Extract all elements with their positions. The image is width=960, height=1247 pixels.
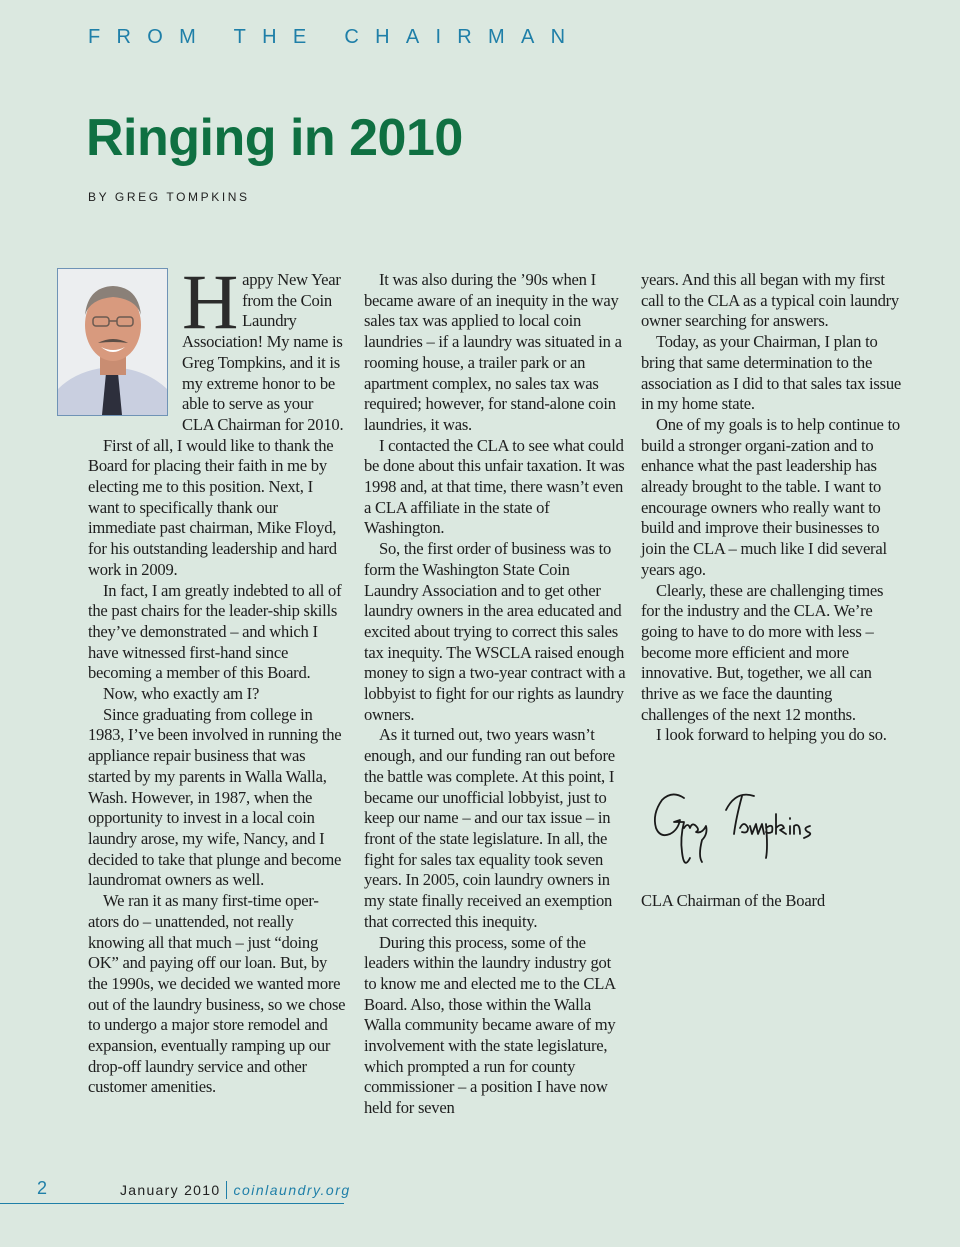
paragraph: Today, as your Chairman, I plan to bring that same determination to the association as I did to that sales tax issue in my home state. (641, 332, 901, 414)
paragraph: years. And this all began with my first call to the CLA as a typical coin laundry owner searching for answers. (641, 270, 899, 331)
paragraph: I look forward to helping you do so. (656, 725, 887, 745)
paragraph: As it turned out, two years wasn’t enough, and our funding ran out before the battle was complete. At this point, I became our unofficial lobbyist, just to keep our name – and our tax issue – in front of the state legislature. In all, the fight for sales tax equality took seven years. In 2005, coin laundry owners in my state finally received an exemption that corrected this inequity. (364, 725, 615, 931)
drop-cap: H (182, 258, 239, 345)
section-kicker: FROM THE CHAIRMAN (88, 26, 582, 48)
paragraph: Happy New Year from the Coin Laundry Association! My name is Greg Tompkins, and it is my extreme honor to be able to serve as your CLA Chairman for 2010. (182, 258, 344, 434)
paragraph: I contacted the CLA to see what could be done about this unfair taxation. It was 1998 and, at that time, there wasn’t even a CLA affiliate in the state of Washington. (364, 435, 625, 538)
article-column-1 (88, 258, 348, 1098)
paragraph: One of my goals is to help continue to build a stronger organi-zation and to enhance what the past leadership has already brought to the table. I want to encourage owners who really want to build and improve their businesses to join the CLA – much like I did several years ago. (641, 414, 900, 579)
footer-rule (0, 1203, 344, 1204)
footer-divider (226, 1181, 227, 1199)
paragraph: During this process, some of the leaders within the laundry industry got to know me and elected me to the CLA Board. Also, those within the Walla Walla community became aware of my involvement with the state legislature, which prompted a run for county commissioner – a position I have now held for seven (364, 932, 616, 1118)
article-title: Ringing in 2010 (86, 109, 463, 167)
page-number: 2 (37, 1178, 48, 1198)
footer-line (120, 1181, 351, 1199)
website-link[interactable]: coinlaundry.org (233, 1182, 351, 1198)
paragraph: In fact, I am greatly indebted to all of the past chairs for the leader-ship skills they’ve demonstrated – and which I have witnessed first-hand since becoming a member of this Board. (88, 580, 342, 683)
paragraph: We ran it as many first-time oper-ators do – unattended, not really knowing all that much – just “doing OK” and paying off our loan. But, by the 1990s, we decided we wanted more out of the laundry business, so we chose to undergo a major store remodel and expansion, eventually ramping up our drop-off laundry service and other customer amenities. (88, 891, 346, 1097)
article-column-2 (364, 270, 626, 1119)
issue-date: January 2010 (120, 1182, 221, 1198)
article-byline: BY GREG TOMPKINS (88, 190, 250, 204)
handwritten-signature (644, 778, 844, 878)
signature-caption: CLA Chairman of the Board (641, 891, 825, 910)
photo-wrap-spacer (88, 270, 182, 435)
paragraph: Clearly, these are challenging times for the industry and the CLA. We’re going to have to do more with less – become more efficient and more innovative. But, together, we all can thrive as we face the daunting challenges of the next 12 months. (641, 580, 884, 724)
paragraph: It was also during the ’90s when I became aware of an inequity in the way sales tax was applied to local coin laundries – if a laundry was situated in a rooming house, a trailer park or an apartment complex, no sales tax was required; however, for stand-alone coin laundries, it was. (364, 270, 622, 434)
paragraph: First of all, I would like to thank the Board for placing their faith in me by electing me to this position. Next, I want to specifically thank our immediate past chairman, Mike Floyd, for his outstanding leadership and hard work in 2009. (88, 435, 337, 579)
paragraph: Now, who exactly am I? (103, 684, 260, 704)
paragraph: So, the first order of business was to form the Washington State Coin Laundry Association and to get other laundry owners in the area educated and excited about trying to correct this sales tax inequity. The WSCLA raised enough money to sign a two-year contract with a lobbyist to fight for our rights as laundry owners. (364, 539, 626, 724)
paragraph: Since graduating from college in 1983, I’ve been involved in running the appliance repair business that was started by my parents in Walla Walla, Wash. However, in 1987, when the opportunity to invest in a local coin laundry arose, my wife, Nancy, and I decided to take that plunge and become laundromat owners as well. (88, 704, 342, 890)
article-column-3 (641, 270, 903, 746)
